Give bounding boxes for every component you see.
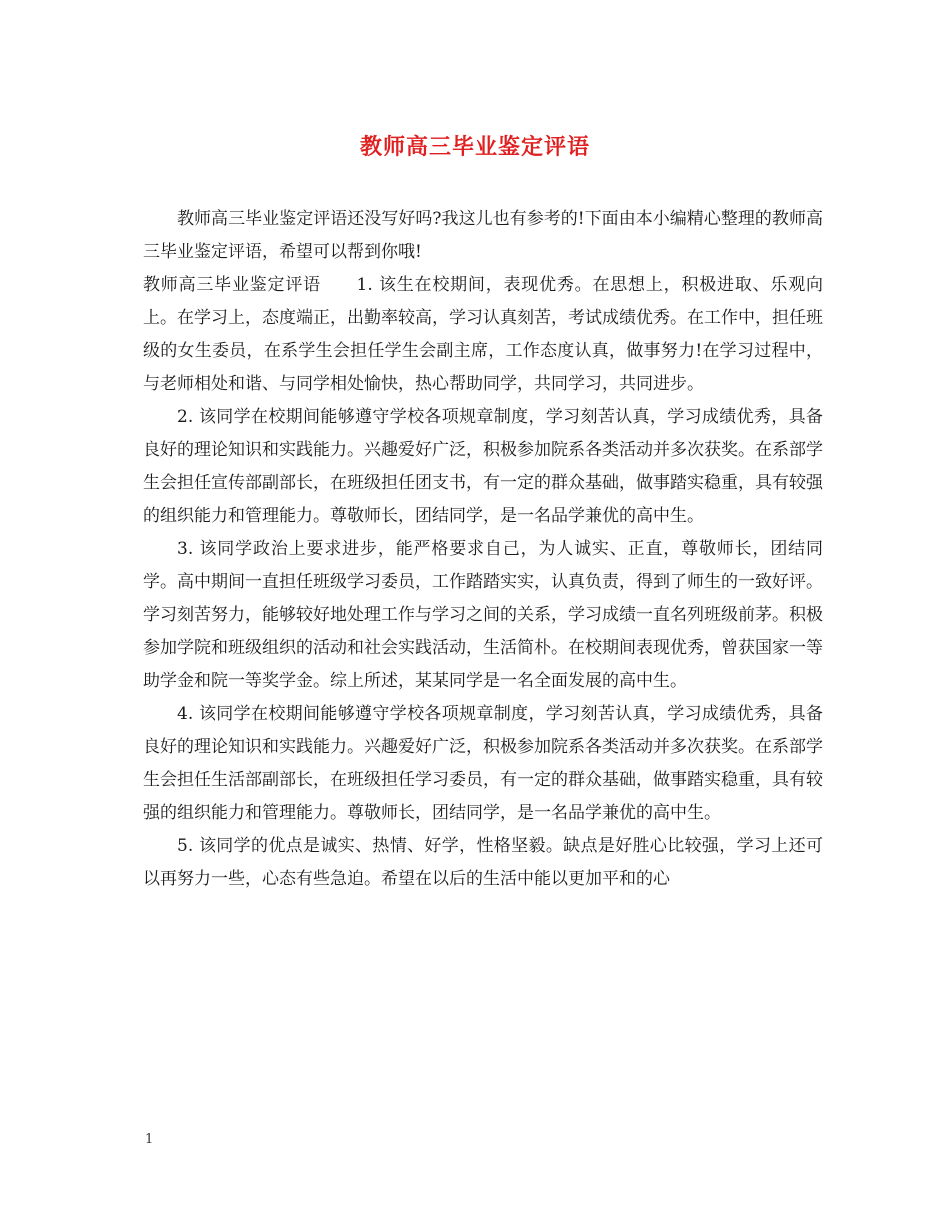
document-title: 教师高三毕业鉴定评语 — [359, 134, 590, 160]
intro-paragraph: 教师高三毕业鉴定评语还没写好吗?我这儿也有参考的!下面由本小编精心整理的教师高三毕业鉴定评语，希望可以帮到你哦! — [143, 209, 823, 262]
comment-paragraph-2: 2. 该同学在校期间能够遵守学校各项规章制度，学习刻苦认真，学习成绩优秀，具备良好的理论知识和实践能力。兴趣爱好广泛，积极参加院系各类活动并多次获奖。在系部学生会担任宣传部副部长，在班级担任团支书，有一定的群众基础，做事踏实稳重，具有较强的组织能力和管理能力。尊敬师长，团结同学，是一名品学兼优的高中生。 — [143, 407, 823, 526]
comment-paragraph-1: 教师高三毕业鉴定评语 1. 该生在校期间，表现优秀。在思想上，积极进取、乐观向上。在学习上，态度端正，出勤率较高，学习认真刻苦，考试成绩优秀。在工作中，担任班级的女生委员，在系学生会担任学生会副主席，工作态度认真，做事努力!在学习过程中，与老师相处和谐、与同学相处愉快，热心帮助同学，共同学习，共同进步。 — [143, 275, 823, 394]
page-number: 1 — [145, 1132, 154, 1147]
comment-paragraph-3: 3. 该同学政治上要求进步，能严格要求自己，为人诚实、正直，尊敬师长，团结同学。高中期间一直担任班级学习委员，工作踏踏实实，认真负责，得到了师生的一致好评。学习刻苦努力，能够较好地处理工作与学习之间的关系，学习成绩一直名列班级前茅。积极参加学院和班级组织的活动和社会实践活动，生活简朴。在校期间表现优秀，曾获国家一等助学金和院一等奖学金。综上所述，某某同学是一名全面发展的高中生。 — [143, 539, 823, 691]
document-body — [143, 203, 823, 896]
comment-paragraph-5: 5. 该同学的优点是诚实、热情、好学，性格坚毅。缺点是好胜心比较强，学习上还可以再努力一些，心态有些急迫。希望在以后的生活中能以更加平和的心 — [143, 836, 823, 889]
comment-paragraph-4: 4. 该同学在校期间能够遵守学校各项规章制度，学习刻苦认真，学习成绩优秀，具备良好的理论知识和实践能力。兴趣爱好广泛，积极参加院系各类活动并多次获奖。在系部学生会担任生活部副部长，在班级担任学习委员，有一定的群众基础，做事踏实稳重，具有较强的组织能力和管理能力。尊敬师长，团结同学，是一名品学兼优的高中生。 — [143, 704, 823, 823]
